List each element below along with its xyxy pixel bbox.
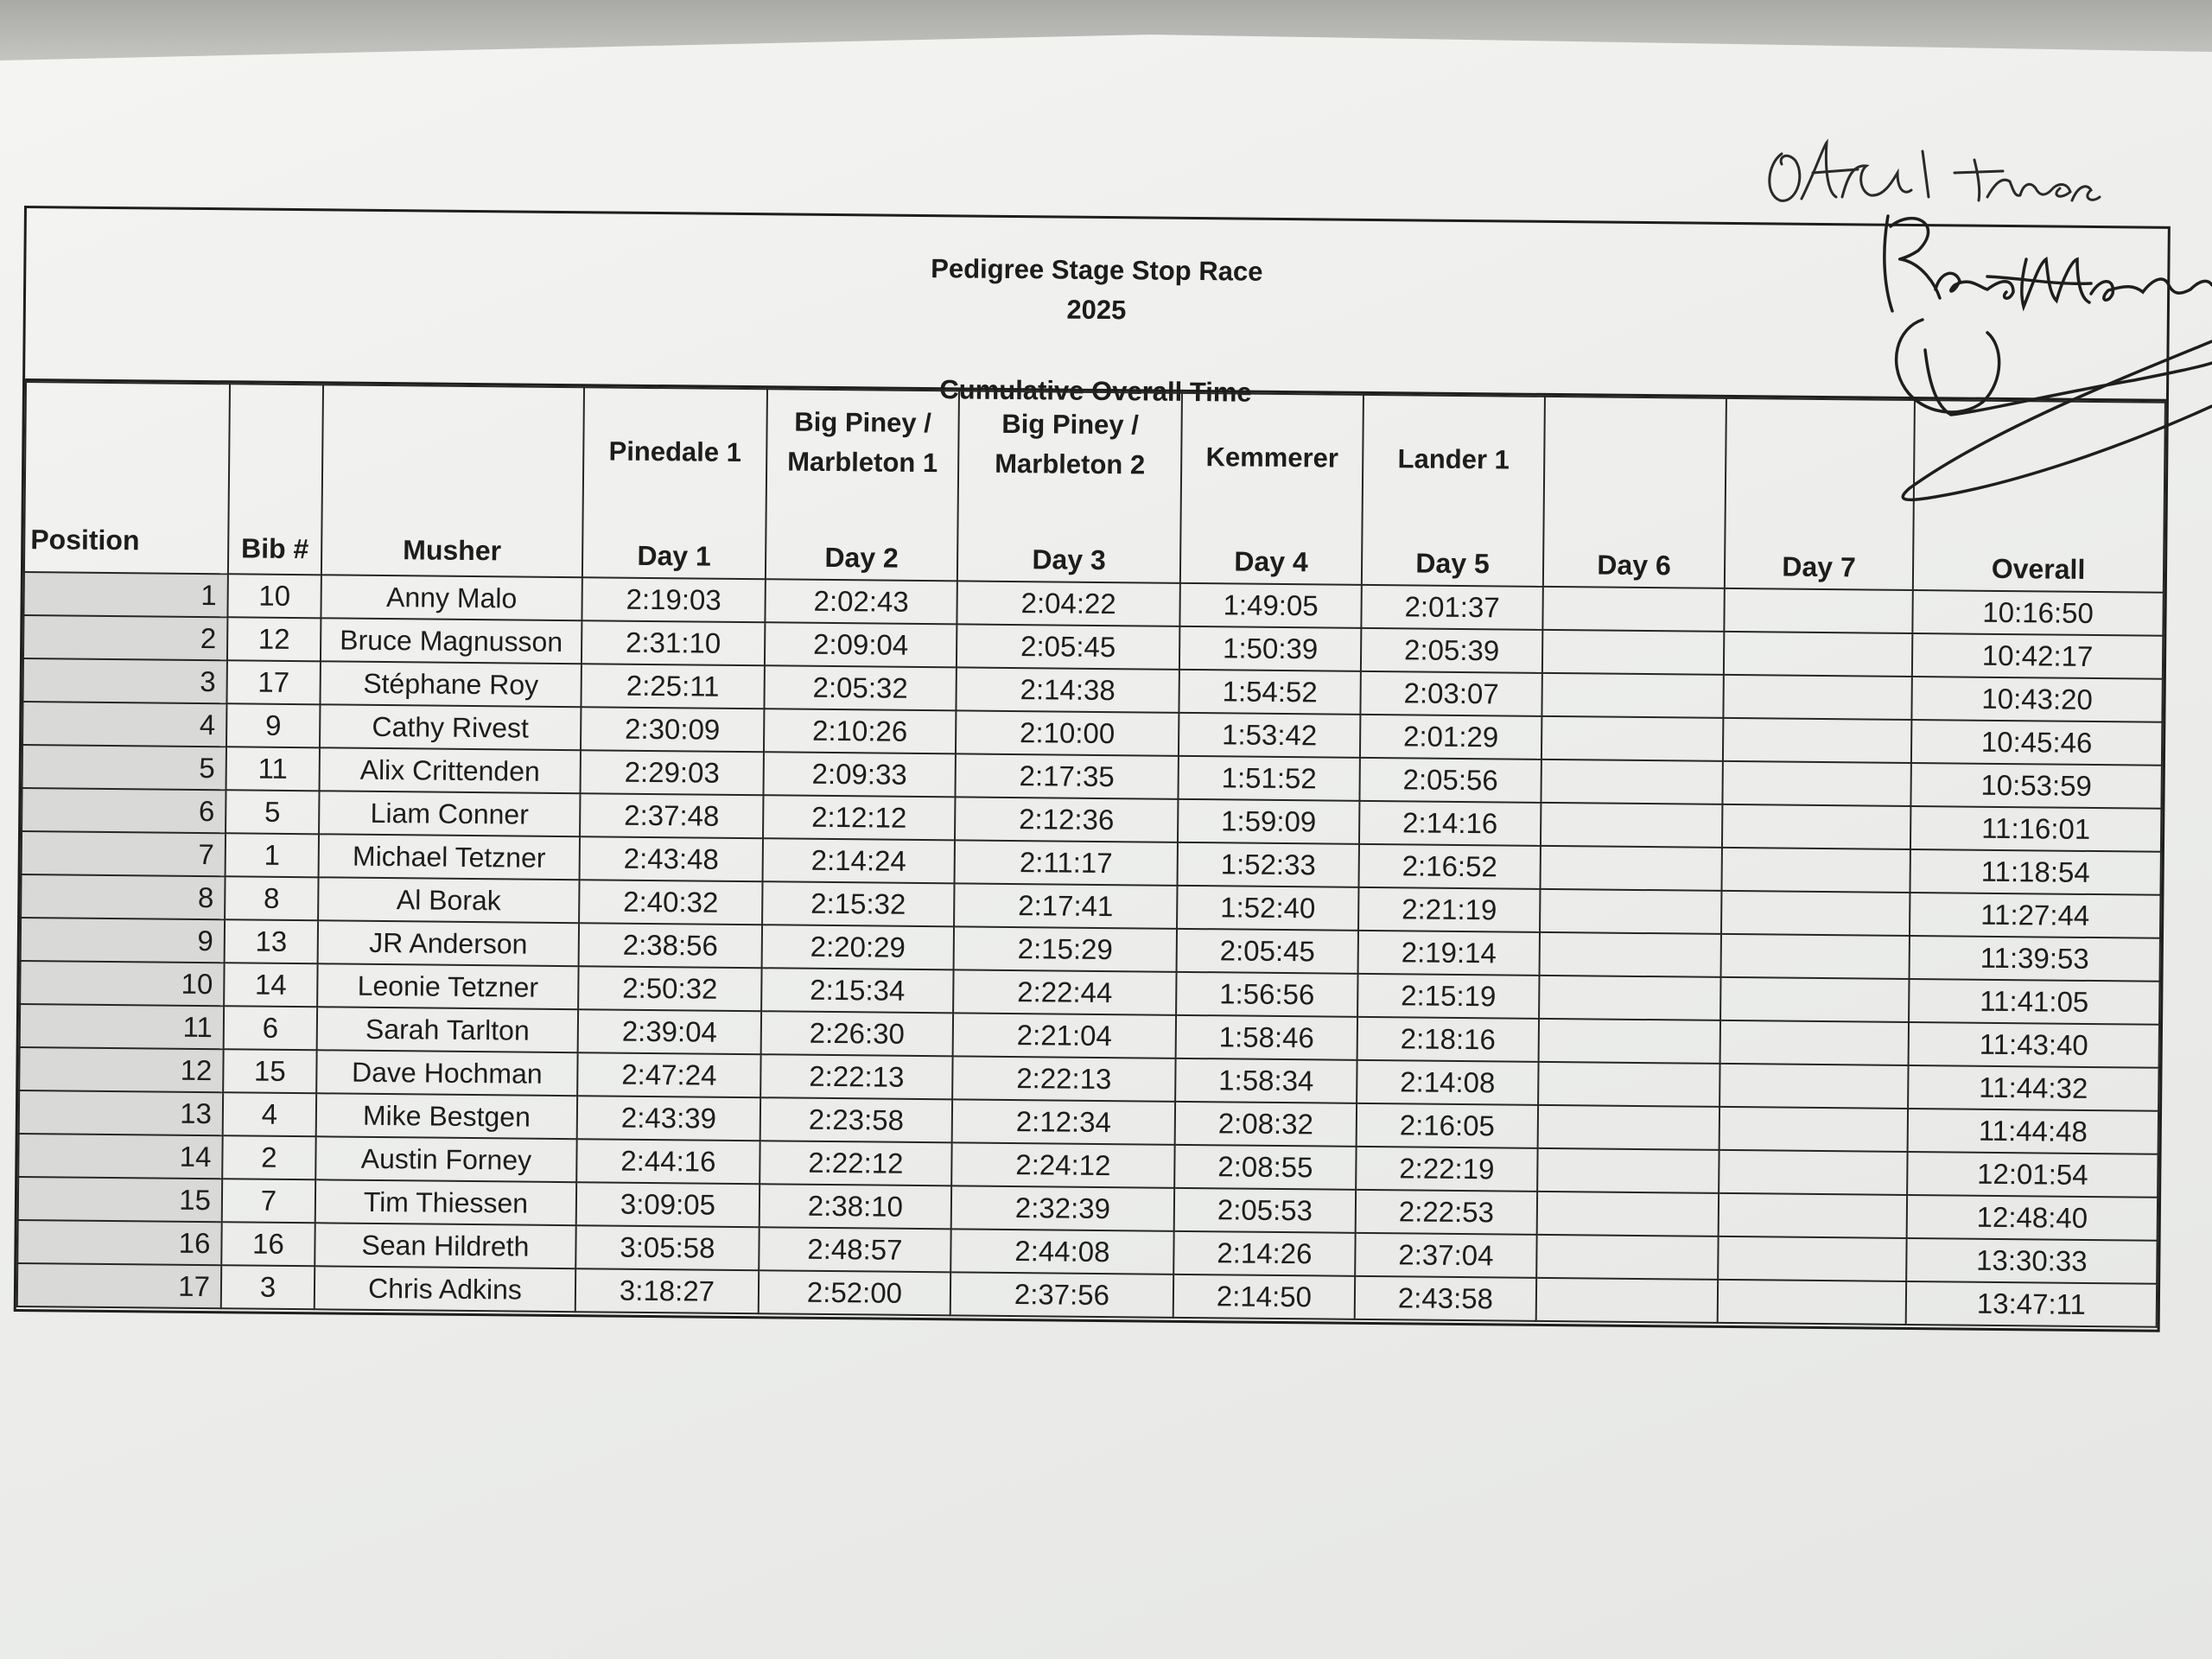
cell-day-1: 2:37:48 <box>580 793 763 838</box>
cell-day-4: 1:56:56 <box>1176 972 1357 1017</box>
column-header-musher: Musher <box>321 385 584 577</box>
cell-day-7 <box>1720 1020 1909 1065</box>
cell-position: 6 <box>22 788 226 833</box>
cell-day-1: 3:18:27 <box>575 1268 759 1313</box>
cell-position: 4 <box>22 702 226 747</box>
cell-day-4: 2:14:50 <box>1173 1274 1355 1319</box>
cell-day-5: 2:01:37 <box>1361 585 1542 630</box>
cell-position: 5 <box>22 745 226 790</box>
cell-overall: 11:41:05 <box>1909 979 2159 1025</box>
cell-bib: 17 <box>226 660 320 704</box>
cell-day-7 <box>1723 675 1911 720</box>
cell-musher: Sean Hildreth <box>315 1223 575 1268</box>
cell-day-4: 1:59:09 <box>1178 799 1359 844</box>
cell-day-1: 2:30:09 <box>581 707 764 752</box>
column-header-bib: Bib # <box>228 384 323 575</box>
cell-day-1: 2:31:10 <box>582 620 765 665</box>
cell-musher: Michael Tetzner <box>319 834 580 880</box>
cell-day-5: 2:05:39 <box>1361 628 1542 673</box>
header-row <box>24 382 2165 593</box>
cell-overall: 11:39:53 <box>1910 936 2160 982</box>
cell-musher: Liam Conner <box>319 791 580 836</box>
cell-position: 7 <box>22 831 226 876</box>
cell-overall: 11:18:54 <box>1910 849 2160 895</box>
cell-overall: 13:30:33 <box>1906 1238 2157 1284</box>
cell-day-5: 2:18:16 <box>1357 1017 1539 1062</box>
cell-day-1: 2:50:32 <box>578 966 761 1011</box>
cell-day-2: 2:15:32 <box>762 881 954 926</box>
cell-day-6 <box>1539 1019 1720 1064</box>
cell-day-4: 1:58:46 <box>1176 1015 1357 1060</box>
cell-day-7 <box>1719 1107 1908 1152</box>
cell-day-7 <box>1722 804 1910 849</box>
cell-overall: 10:16:50 <box>1912 590 2163 636</box>
cell-day-6 <box>1542 630 1724 675</box>
cell-day-3: 2:11:17 <box>955 840 1178 885</box>
cell-day-2: 2:14:24 <box>763 838 955 883</box>
cell-bib: 8 <box>225 876 318 920</box>
cell-day-5: 2:22:53 <box>1356 1190 1537 1235</box>
cell-overall: 13:47:11 <box>1906 1281 2157 1327</box>
cell-day-2: 2:02:43 <box>765 579 957 624</box>
cell-day-4: 1:51:52 <box>1178 756 1359 801</box>
cell-day-1: 2:19:03 <box>582 577 765 622</box>
cell-bib: 9 <box>226 703 320 747</box>
cell-position: 3 <box>22 658 226 703</box>
cell-musher: Austin Forney <box>315 1136 576 1182</box>
cell-day-6 <box>1539 976 1720 1020</box>
cell-bib: 12 <box>227 617 321 661</box>
cell-bib: 4 <box>223 1092 316 1136</box>
cell-position: 12 <box>19 1047 223 1092</box>
results-body <box>17 572 2164 1327</box>
cell-musher: Chris Adkins <box>315 1266 575 1312</box>
cell-position: 10 <box>20 961 224 1006</box>
cell-bib: 3 <box>221 1265 315 1309</box>
header-box <box>25 208 2168 408</box>
cell-day-2: 2:22:12 <box>760 1141 951 1185</box>
cell-day-7 <box>1719 1064 1908 1109</box>
cell-day-5: 2:43:58 <box>1355 1276 1536 1321</box>
cell-day-2: 2:48:57 <box>759 1227 950 1272</box>
cell-day-3: 2:22:44 <box>953 969 1176 1014</box>
cell-day-3: 2:21:04 <box>953 1013 1176 1058</box>
cell-day-1: 2:43:39 <box>577 1096 760 1141</box>
cell-overall: 11:43:40 <box>1909 1022 2159 1068</box>
cell-day-4: 1:49:05 <box>1179 583 1361 628</box>
cell-musher: Leonie Tetzner <box>317 963 578 1009</box>
cell-day-3: 2:32:39 <box>951 1185 1174 1230</box>
cell-day-3: 2:10:00 <box>956 710 1179 755</box>
cell-position: 11 <box>20 1004 224 1049</box>
cell-day-1: 2:44:16 <box>576 1139 760 1184</box>
cell-day-3: 2:04:22 <box>957 581 1179 626</box>
cell-day-2: 2:09:33 <box>763 752 955 797</box>
cell-musher: Anny Malo <box>321 575 582 620</box>
cell-day-7 <box>1721 848 1910 893</box>
document-title: Pedigree Stage Stop Race <box>931 253 1263 287</box>
cell-position: 13 <box>19 1090 223 1135</box>
cell-day-4: 1:50:39 <box>1179 626 1361 671</box>
cell-position: 16 <box>17 1220 221 1265</box>
cell-day-7 <box>1719 1193 1907 1238</box>
cell-bib: 7 <box>222 1179 315 1223</box>
cell-day-1: 2:39:04 <box>578 1009 761 1054</box>
cell-overall: 11:16:01 <box>1910 806 2161 852</box>
cell-day-6 <box>1542 587 1724 632</box>
cell-musher: Dave Hochman <box>316 1050 577 1096</box>
cell-day-5: 2:16:05 <box>1357 1103 1538 1148</box>
cell-musher: Sarah Tarlton <box>317 1007 578 1052</box>
cell-day-6 <box>1541 716 1723 761</box>
cell-day-4: 1:54:52 <box>1179 670 1360 715</box>
cell-day-7 <box>1718 1280 1906 1325</box>
cell-day-3: 2:22:13 <box>952 1056 1175 1101</box>
cell-day-6 <box>1540 889 1721 934</box>
cell-day-5: 2:05:56 <box>1359 758 1541 803</box>
cell-day-2: 2:09:04 <box>765 622 957 667</box>
cell-day-5: 2:14:16 <box>1359 801 1541 846</box>
document-subtitle: Cumulative Overall Time <box>939 374 1252 408</box>
cell-overall: 11:27:44 <box>1910 893 2160 938</box>
cell-day-2: 2:26:30 <box>761 1011 953 1056</box>
cell-day-6 <box>1541 673 1723 718</box>
cell-musher: Mike Bestgen <box>316 1093 577 1139</box>
cell-day-5: 2:19:14 <box>1358 931 1540 976</box>
cell-bib: 11 <box>226 747 320 791</box>
cell-bib: 14 <box>224 963 317 1007</box>
cell-day-3: 2:44:08 <box>950 1229 1173 1274</box>
cell-day-4: 2:05:45 <box>1177 929 1358 974</box>
cell-day-2: 2:22:13 <box>760 1054 952 1099</box>
cell-day-1: 3:09:05 <box>576 1182 760 1227</box>
cell-day-1: 2:25:11 <box>581 664 764 709</box>
cell-day-4: 2:05:53 <box>1174 1188 1356 1233</box>
cell-position: 9 <box>21 918 225 963</box>
cell-position: 15 <box>18 1177 222 1222</box>
cell-day-6 <box>1537 1148 1719 1193</box>
cell-bib: 10 <box>227 574 321 618</box>
cell-day-2: 2:15:34 <box>761 968 953 1013</box>
cell-day-5: 2:21:19 <box>1358 887 1540 932</box>
cell-day-6 <box>1536 1235 1718 1280</box>
cell-day-3: 2:05:45 <box>957 624 1179 669</box>
cell-musher: Stéphane Roy <box>320 661 581 707</box>
cell-day-6 <box>1537 1192 1719 1236</box>
cell-position: 14 <box>18 1134 222 1179</box>
cell-day-7 <box>1721 934 1910 979</box>
results-sheet <box>14 206 2171 1332</box>
cell-day-1: 2:47:24 <box>577 1052 760 1097</box>
cell-day-6 <box>1536 1278 1718 1323</box>
cell-day-7 <box>1724 632 1912 677</box>
cell-day-2: 2:20:29 <box>762 925 954 969</box>
cell-overall: 10:45:46 <box>1911 720 2162 766</box>
cell-day-2: 2:23:58 <box>760 1097 952 1142</box>
column-header-day-1: Pinedale 1 Day 1 <box>582 387 767 579</box>
cell-day-2: 2:12:12 <box>763 795 955 840</box>
results-table <box>16 381 2166 1328</box>
cell-overall: 10:42:17 <box>1912 633 2163 679</box>
cell-overall: 12:01:54 <box>1907 1152 2158 1198</box>
cell-overall: 12:48:40 <box>1907 1195 2158 1241</box>
cell-position: 2 <box>23 615 227 660</box>
column-header-overall: Overall <box>1913 400 2165 593</box>
cell-day-5: 2:15:19 <box>1357 974 1539 1019</box>
cell-bib: 2 <box>222 1135 315 1179</box>
cell-musher: Tim Thiessen <box>315 1179 576 1225</box>
cell-bib: 5 <box>226 790 319 834</box>
cell-day-2: 2:38:10 <box>760 1184 951 1229</box>
column-header-day-7: Day 7 <box>1725 398 1915 590</box>
cell-day-4: 1:52:33 <box>1178 842 1359 887</box>
cell-day-3: 2:17:35 <box>955 753 1178 798</box>
cell-day-4: 2:08:32 <box>1175 1102 1357 1147</box>
cell-day-5: 2:16:52 <box>1358 844 1540 889</box>
column-header-day-4: Kemmerer Day 4 <box>1180 393 1363 585</box>
cell-musher: Cathy Rivest <box>320 704 581 750</box>
cell-day-5: 2:14:08 <box>1357 1060 1538 1105</box>
cell-overall: 11:44:48 <box>1908 1109 2158 1154</box>
cell-day-1: 3:05:58 <box>575 1225 759 1270</box>
cell-day-3: 2:12:36 <box>955 797 1178 842</box>
cell-day-6 <box>1541 760 1722 804</box>
cell-bib: 6 <box>224 1006 317 1050</box>
cell-day-4: 1:53:42 <box>1179 713 1360 758</box>
cell-day-5: 2:22:19 <box>1356 1147 1537 1192</box>
cell-day-7 <box>1720 977 1909 1022</box>
cell-day-7 <box>1719 1150 1907 1195</box>
cell-day-5: 2:01:29 <box>1360 715 1541 760</box>
cell-overall: 10:53:59 <box>1910 763 2161 809</box>
cell-day-4: 1:58:34 <box>1175 1058 1357 1103</box>
cell-day-3: 2:14:38 <box>956 667 1179 712</box>
cell-bib: 1 <box>226 833 319 877</box>
cell-day-3: 2:15:29 <box>954 926 1177 971</box>
cell-day-7 <box>1723 718 1911 763</box>
cell-day-6 <box>1538 1105 1719 1150</box>
cell-day-1: 2:40:32 <box>579 880 762 925</box>
cell-musher: Alix Crittenden <box>320 747 581 793</box>
column-header-day-6: Day 6 <box>1543 397 1726 588</box>
cell-position: 8 <box>21 874 225 919</box>
cell-day-5: 2:37:04 <box>1355 1233 1536 1278</box>
cell-day-2: 2:05:32 <box>764 665 956 710</box>
cell-day-7 <box>1724 588 1912 633</box>
cell-bib: 13 <box>225 919 318 963</box>
cell-day-6 <box>1541 803 1722 848</box>
column-header-position: Position <box>24 382 230 574</box>
cell-day-6 <box>1538 1062 1719 1107</box>
cell-musher: Al Borak <box>318 877 579 923</box>
cell-day-5: 2:03:07 <box>1360 671 1541 716</box>
cell-bib: 15 <box>223 1049 316 1093</box>
cell-day-2: 2:10:26 <box>764 709 956 753</box>
cell-day-3: 2:37:56 <box>950 1272 1173 1317</box>
cell-day-7 <box>1722 761 1910 806</box>
document-year: 2025 <box>1066 294 1127 326</box>
cell-day-1: 2:29:03 <box>581 750 764 795</box>
cell-overall: 10:43:20 <box>1911 677 2162 722</box>
cell-position: 1 <box>23 572 227 617</box>
cell-musher: Bruce Magnusson <box>321 618 582 664</box>
cell-musher: JR Anderson <box>318 920 579 966</box>
cell-day-3: 2:24:12 <box>951 1142 1174 1187</box>
cell-day-7 <box>1721 891 1910 936</box>
cell-day-6 <box>1540 932 1721 977</box>
cell-day-3: 2:17:41 <box>954 883 1177 928</box>
cell-position: 17 <box>17 1263 221 1308</box>
cell-day-4: 1:52:40 <box>1177 886 1358 931</box>
cell-day-6 <box>1540 846 1721 891</box>
cell-day-4: 2:08:55 <box>1174 1145 1356 1190</box>
cell-day-1: 2:38:56 <box>579 923 762 968</box>
cell-overall: 11:44:32 <box>1908 1065 2158 1111</box>
cell-bib: 16 <box>221 1222 315 1266</box>
cell-day-1: 2:43:48 <box>580 836 763 881</box>
cell-day-7 <box>1718 1236 1906 1281</box>
cell-day-2: 2:52:00 <box>759 1270 950 1315</box>
column-header-day-2: Big Piney / Marbleton 1 Day 2 <box>766 389 959 581</box>
column-header-day-5: Lander 1 Day 5 <box>1362 395 1545 587</box>
column-header-day-3: Big Piney / Marbleton 2 Day 3 <box>957 391 1182 582</box>
cell-day-4: 2:14:26 <box>1173 1231 1355 1276</box>
cell-day-3: 2:12:34 <box>952 1099 1175 1144</box>
